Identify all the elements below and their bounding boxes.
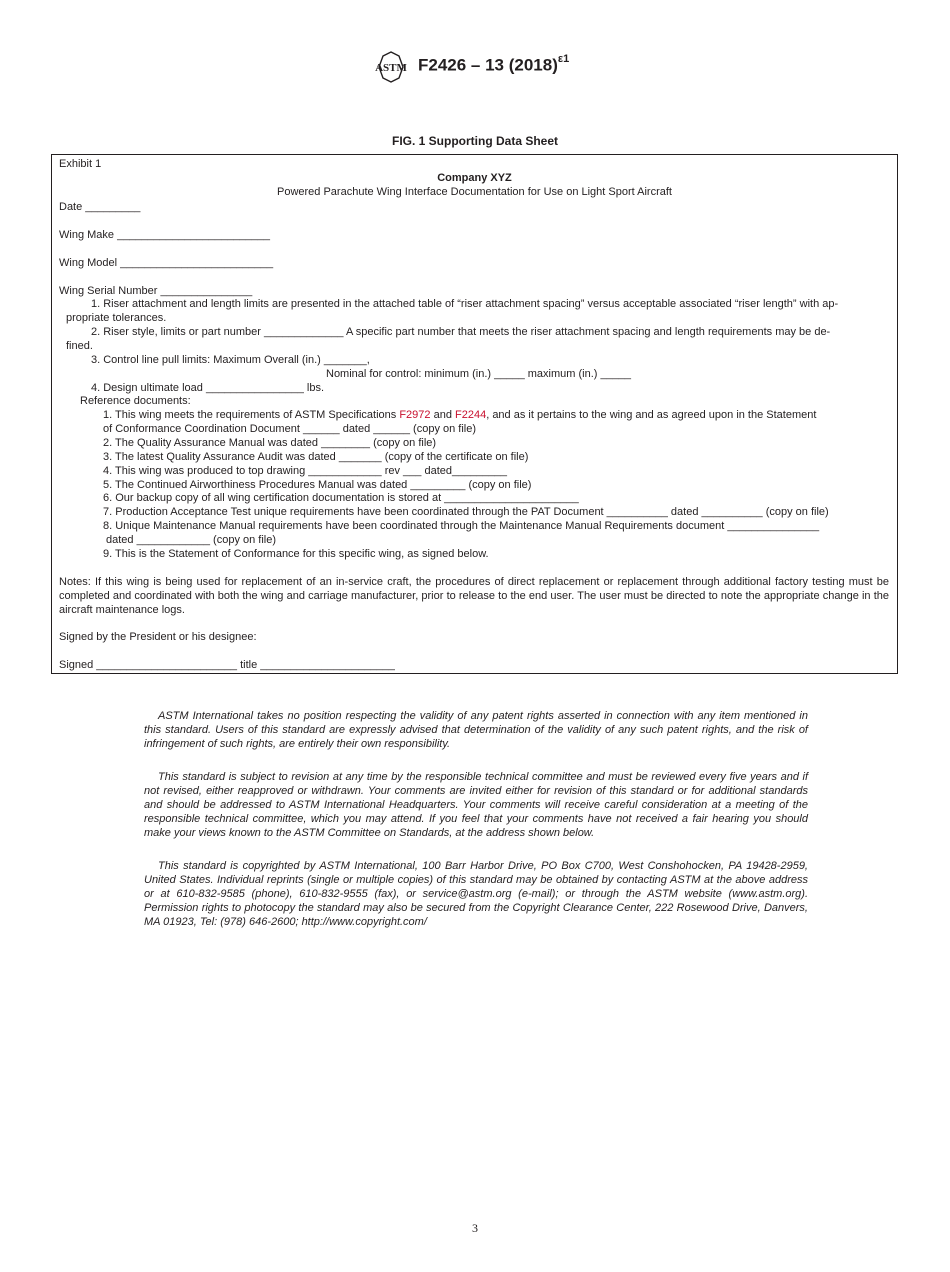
logo-text: ASTM xyxy=(375,62,407,74)
reference-8-cont: dated ____________ (copy on file) xyxy=(106,534,277,546)
designation-superscript: ε1 xyxy=(557,53,570,65)
reference-1-cont: of Conformance Coordination Document ______ dated ______ (copy on file) xyxy=(103,423,477,435)
signature-line: Signed _______________________ title ______________________ xyxy=(59,659,395,671)
reference-8: 8. Unique Maintenance Manual requirements have been coordinated through the Maintenance Manual Requirements document _______________ xyxy=(103,520,820,532)
designation-text: F2426 – 13 (2018) xyxy=(418,55,558,75)
reference-heading: Reference documents: xyxy=(80,395,191,407)
notes-paragraph: Notes: If this wing is being used for replacement of an in-service craft, the procedures of direct replacement or replacement through additional factory testing must be completed and coordinated with both the wing and carriage manufacturer, prior to release to the end user. The user must be directed to note the appropriate change in the aircraft maintenance logs. xyxy=(59,576,889,616)
sheet-subtitle: Powered Parachute Wing Interface Documentation for Use on Light Sport Aircraft xyxy=(277,186,672,198)
astm-logo xyxy=(372,51,410,83)
reference-1 xyxy=(103,408,816,422)
signed-by-label: Signed by the President or his designee: xyxy=(59,631,257,643)
exhibit-label: Exhibit 1 xyxy=(59,158,102,170)
reference-3: 3. The latest Quality Assurance Audit was dated _______ (copy of the certificate on file) xyxy=(103,451,529,463)
page-header xyxy=(0,50,950,86)
item-2-cont: fined. xyxy=(66,340,93,352)
revision-disclaimer: This standard is subject to revision at any time by the responsible technical committee and must be reviewed every five years and if not revised, either reapproved or withdrawn. Your comments are invited either for revision of this standard or for additional standards and should be addressed to ASTM International Headquarters. Your comments will receive careful consideration at a meeting of the responsible technical committee, which you may attend. If you feel that your comments have not received a fair hearing you should make your views known to the ASTM Committee on Standards, at the address shown below. xyxy=(144,771,808,839)
link-f2244[interactable]: F2244 xyxy=(455,409,487,421)
item-2: 2. Riser style, limits or part number _____________ A specific part number that meets the riser attachment spacing and length requirements may be de- xyxy=(91,326,831,338)
reference-9: 9. This is the Statement of Conformance for this specific wing, as signed below. xyxy=(103,548,489,560)
page-number: 3 xyxy=(472,1221,478,1235)
reference-1-text-b: and xyxy=(430,409,455,421)
link-f2972[interactable]: F2972 xyxy=(399,409,431,421)
date-field: Date _________ xyxy=(59,201,141,213)
standard-designation xyxy=(418,55,569,76)
figure-title: FIG. 1 Supporting Data Sheet xyxy=(391,134,558,148)
item-1: 1. Riser attachment and length limits are presented in the attached table of “riser attachment spacing” versus acceptable associated “riser length” with ap- xyxy=(91,298,839,310)
item-1-cont: propriate tolerances. xyxy=(66,312,167,324)
wing-make-field: Wing Make _________________________ xyxy=(59,229,271,241)
reference-1-text-a: 1. This wing meets the requirements of ASTM Specifications xyxy=(103,409,400,421)
item-3: 3. Control line pull limits: Maximum Overall (in.) _______, xyxy=(91,354,370,366)
wing-model-field: Wing Model _________________________ xyxy=(59,257,274,269)
copyright-disclaimer: This standard is copyrighted by ASTM International, 100 Barr Harbor Drive, PO Box C700, West Conshohocken, PA 19428-2959, United States. Individual reprints (single or multiple copies) of this standard may be obtained by contacting ASTM at the above address or at 610-832-9585 (phone), 610-832-9555 (fax), or service@astm.org (e-mail); or through the ASTM website (www.astm.org). Permission rights to photocopy the standard may also be secured from the Copyright Clearance Center, 222 Rosewood Drive, Danvers, MA 01923, Tel: (978) 646-2600; http://www.copyright.com/ xyxy=(144,860,808,928)
reference-4: 4. This wing was produced to top drawing ____________ rev ___ dated_________ xyxy=(103,465,508,477)
wing-serial-field: Wing Serial Number _______________ xyxy=(59,285,253,297)
reference-5: 5. The Continued Airworthiness Procedures Manual was dated _________ (copy on file) xyxy=(103,479,532,491)
supporting-data-sheet xyxy=(51,154,898,674)
reference-1-text-c: , and as it pertains to the wing and as agreed upon in the Statement xyxy=(486,409,817,421)
reference-2: 2. The Quality Assurance Manual was dated ________ (copy on file) xyxy=(103,437,437,449)
item-3-cont: Nominal for control: minimum (in.) _____ maximum (in.) _____ xyxy=(326,368,632,380)
patent-disclaimer: ASTM International takes no position respecting the validity of any patent rights asserted in connection with any item mentioned in this standard. Users of this standard are expressly advised that determination of the validity of any such patent rights, and the risk of infringement of such rights, are entirely their own responsibility. xyxy=(144,710,808,750)
company-name: Company XYZ xyxy=(437,172,512,184)
reference-6: 6. Our backup copy of all wing certification documentation is stored at ______________________ xyxy=(103,492,579,504)
reference-7: 7. Production Acceptance Test unique requirements have been coordinated through the PAT Document __________ dated __________ (copy on file) xyxy=(103,506,829,518)
item-4: 4. Design ultimate load ________________ lbs. xyxy=(91,382,325,394)
